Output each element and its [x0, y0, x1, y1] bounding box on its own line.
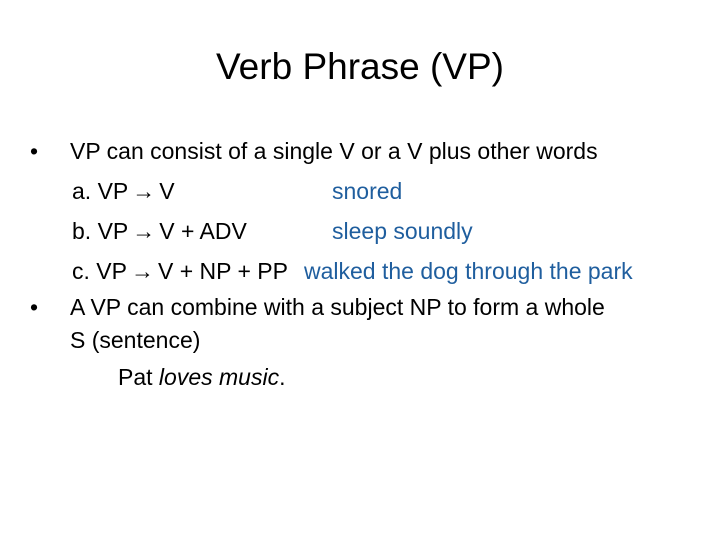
rule-label: b. VP: [72, 218, 129, 244]
example-predicate: loves music: [158, 364, 280, 390]
rule-rhs: V + NP + PP: [157, 258, 288, 284]
bullet-item: [30, 291, 700, 324]
rule-label: c. VP: [72, 258, 127, 284]
example-period: .: [279, 364, 286, 390]
rule-line: [30, 171, 700, 211]
example-line: [30, 357, 700, 397]
bullet-text: A VP can combine with a subject NP to form a whole: [70, 294, 605, 320]
example-subject: Pat: [118, 364, 153, 390]
bullet-continuation: [30, 324, 700, 357]
rule-line: [30, 211, 700, 251]
arrow-right-icon: →: [132, 218, 156, 244]
rule-example: snored: [332, 178, 403, 204]
rule-line: [30, 251, 700, 291]
bullet-text-continued: S (sentence): [70, 327, 201, 353]
rule-example: sleep soundly: [332, 218, 473, 244]
bullet-icon: •: [30, 138, 39, 164]
slide-content: [30, 131, 700, 397]
arrow-right-icon: →: [130, 258, 154, 284]
rule-rhs: V + ADV: [159, 218, 247, 244]
example-sentence: [118, 357, 285, 397]
bullet-icon: •: [30, 294, 39, 320]
rule-rhs: V: [159, 178, 175, 204]
bullet-item: [30, 131, 700, 171]
rule-example: walked the dog through the park: [304, 258, 633, 284]
slide-title: Verb Phrase (VP): [216, 46, 504, 87]
rule-label: a. VP: [72, 178, 129, 204]
rule-expression: [72, 171, 175, 211]
arrow-right-icon: →: [132, 178, 156, 204]
rule-expression: [72, 211, 247, 251]
rule-expression: [72, 251, 288, 291]
bullet-text: VP can consist of a single V or a V plus other words: [70, 138, 598, 164]
